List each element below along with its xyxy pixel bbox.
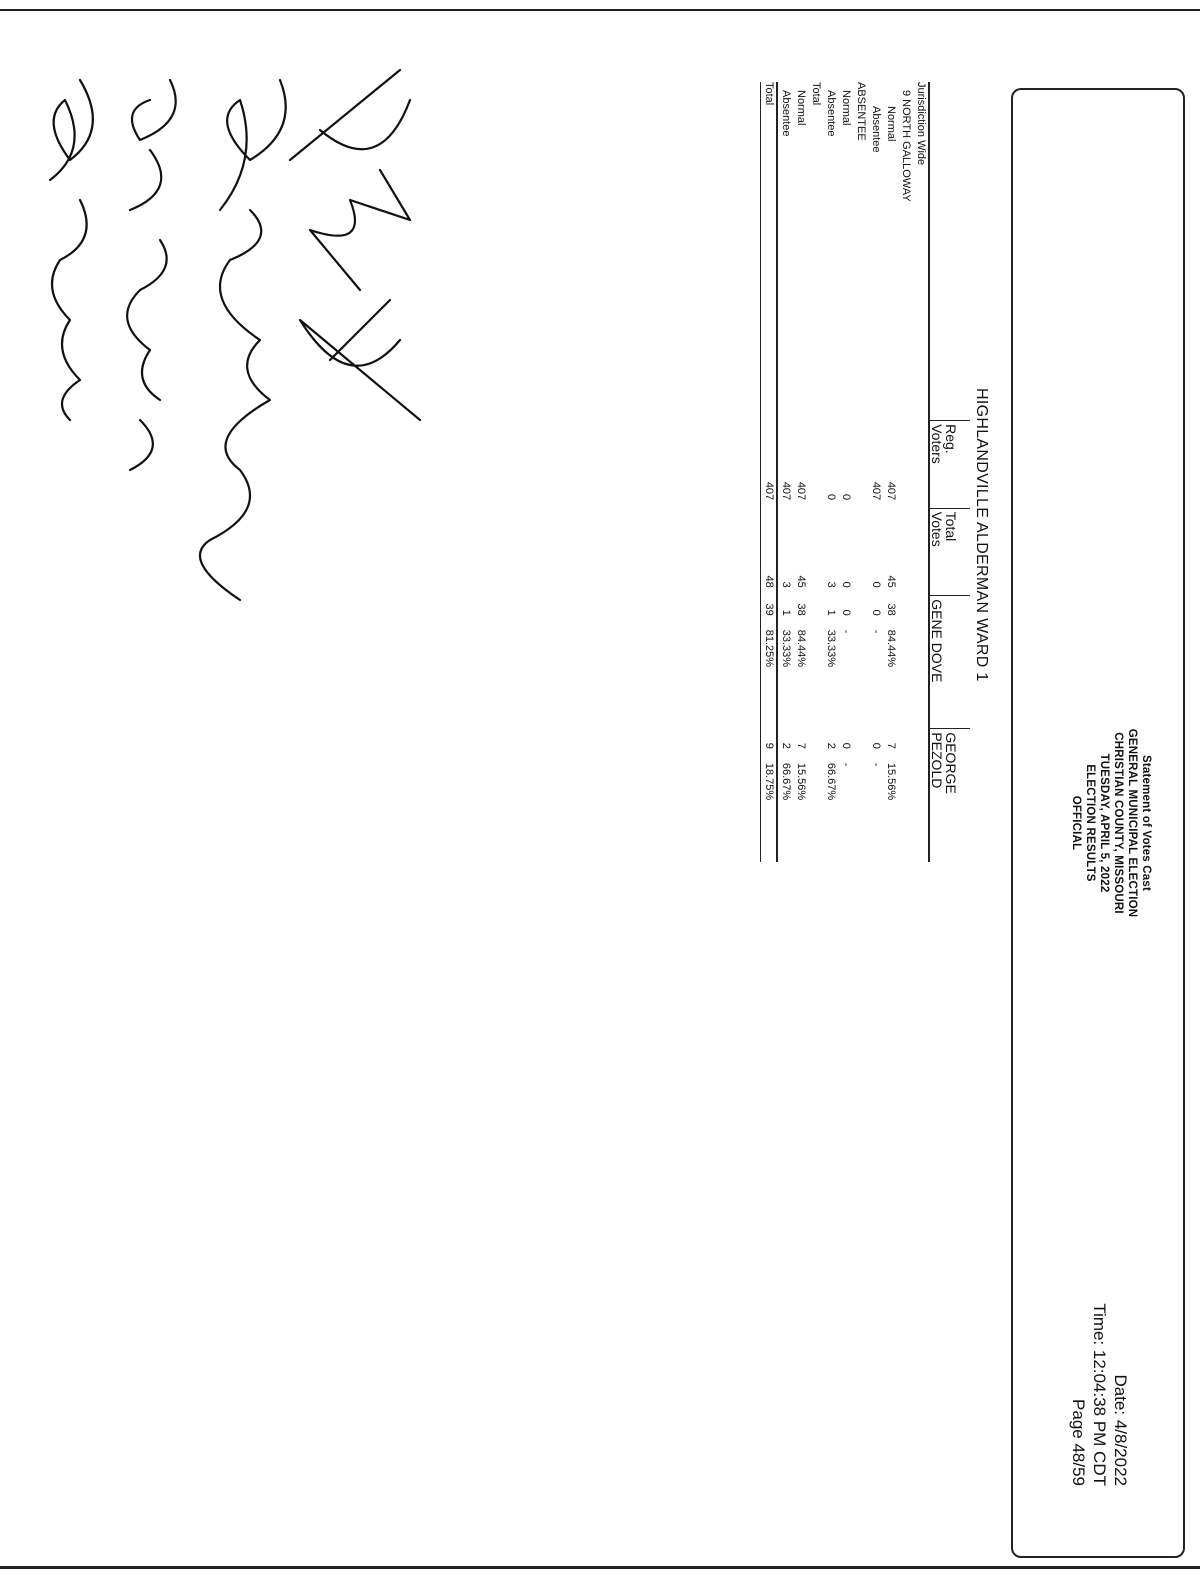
header-total-votes-line1: Total <box>943 511 959 542</box>
signature-2 <box>200 80 286 600</box>
row-c1-pct: 84.44% <box>795 629 807 668</box>
header-line-county: CHRISTIAN COUNTY, MISSOURI <box>1112 732 1124 914</box>
row-label: Absentee <box>780 90 792 137</box>
row-c1-count: 0 <box>870 609 882 616</box>
header-reg-voters-line2: Voters <box>929 424 945 464</box>
row-total-votes: 0 <box>870 581 882 588</box>
row-c2-count: 2 <box>825 742 837 749</box>
signature-3 <box>127 80 176 470</box>
row-c2-pct: 66.67% <box>780 762 792 801</box>
total-c2-pct: 18.75% <box>761 757 778 862</box>
report-date: Date: 4/8/2022 <box>1111 1374 1130 1486</box>
row-c1-count: 38 <box>795 603 807 616</box>
row-total-votes: 3 <box>780 581 792 588</box>
header-reg-voters <box>929 421 970 509</box>
row-c2-pct <box>913 757 929 862</box>
row-reg-voters <box>853 421 868 509</box>
row-c1-pct: 33.33% <box>780 629 792 668</box>
header-candidate-pezold-line1: GEORGE <box>943 732 959 794</box>
report-page: Page 48/59 <box>1069 1399 1088 1486</box>
row-c2-count <box>898 729 913 757</box>
row-reg-voters: 407 <box>870 481 882 501</box>
table-row <box>913 82 929 862</box>
row-c2-count: 7 <box>885 742 897 749</box>
table-row <box>823 82 838 862</box>
row-c2-count <box>913 729 929 757</box>
row-c1-count: 1 <box>825 609 837 616</box>
row-c1-count <box>853 596 868 624</box>
header-line-official: OFFICIAL <box>1070 795 1082 851</box>
row-c1-pct: 84.44% <box>885 629 897 668</box>
row-c1-count <box>808 596 823 624</box>
table-row <box>777 82 793 862</box>
total-c1-count: 39 <box>761 596 778 624</box>
header-line-results: ELECTION RESULTS <box>1084 764 1096 882</box>
row-c1-pct <box>913 624 929 729</box>
row-c2-count: 0 <box>870 742 882 749</box>
row-c1-count: 0 <box>840 609 852 616</box>
header-line-date: TUESDAY, APRIL 5, 2022 <box>1098 753 1110 893</box>
row-c2-count: 7 <box>795 742 807 749</box>
header-candidate-pezold <box>929 729 970 862</box>
table-row-total <box>761 82 778 862</box>
signature-1 <box>290 70 420 420</box>
header-candidate-dove <box>929 596 970 729</box>
header-reg-voters-line1: Reg. <box>943 424 959 454</box>
row-c2-pct: 15.56% <box>885 762 897 801</box>
row-c1-pct: - <box>840 629 852 634</box>
row-c1-pct <box>898 624 913 729</box>
row-c1-pct <box>808 624 823 729</box>
row-c2-pct: - <box>870 762 882 767</box>
table-row <box>793 82 808 862</box>
row-label: ABSENTEE <box>855 82 867 141</box>
total-label: Total <box>761 82 778 421</box>
row-c2-pct: 66.67% <box>825 762 837 801</box>
header-candidate-pezold-line2: PEZOLD <box>929 732 945 789</box>
table-row <box>883 82 898 862</box>
row-c1-pct: 33.33% <box>825 629 837 668</box>
row-label: 9 NORTH GALLOWAY <box>900 90 912 202</box>
row-label: Normal <box>840 90 852 126</box>
row-reg-voters: 407 <box>885 481 897 501</box>
table-header-row <box>929 82 970 862</box>
row-reg-voters <box>913 421 929 509</box>
table-row <box>868 82 883 862</box>
header-line-election: GENERAL MUNICIPAL ELECTION <box>1126 728 1138 918</box>
row-reg-voters <box>808 421 823 509</box>
row-total-votes <box>808 508 823 596</box>
header-total-votes <box>929 508 970 596</box>
contest-title: HIGHLANDVILLE ALDERMAN WARD 1 <box>973 388 990 682</box>
row-total-votes <box>853 508 868 596</box>
row-label: Normal <box>795 90 807 126</box>
table-row <box>898 82 913 862</box>
report-header-box <box>1011 88 1185 1558</box>
table-row <box>808 82 823 862</box>
row-c1-count: 1 <box>780 609 792 616</box>
header-line-statement: Statement of Votes Cast <box>1140 754 1152 892</box>
row-total-votes: 3 <box>825 581 837 588</box>
row-c2-pct: 15.56% <box>795 762 807 801</box>
row-c1-count: 38 <box>885 603 897 616</box>
row-reg-voters <box>898 421 913 509</box>
signature-4 <box>50 80 93 420</box>
row-c2-count <box>853 729 868 757</box>
row-c2-count: 2 <box>780 742 792 749</box>
row-c2-pct <box>853 757 868 862</box>
row-total-votes: 0 <box>840 581 852 588</box>
row-c1-pct: - <box>870 629 882 634</box>
row-total-votes <box>898 508 913 596</box>
row-reg-voters: 0 <box>840 494 852 501</box>
row-label: Normal <box>885 106 897 142</box>
row-c2-count <box>808 729 823 757</box>
row-reg-voters: 0 <box>825 494 837 501</box>
total-c2-count: 9 <box>761 729 778 757</box>
row-total-votes: 45 <box>795 575 807 588</box>
total-votes: 48 <box>761 508 778 596</box>
header-blank <box>929 82 970 421</box>
row-c2-count: 0 <box>840 742 852 749</box>
row-c1-count <box>913 596 929 624</box>
row-reg-voters: 407 <box>795 481 807 501</box>
total-c1-pct: 81.25% <box>761 624 778 729</box>
header-total-votes-line2: Votes <box>929 511 945 547</box>
row-c1-pct <box>853 624 868 729</box>
total-reg: 407 <box>761 421 778 509</box>
row-label: Jurisdiction Wide <box>915 82 927 166</box>
row-total-votes: 45 <box>885 575 897 588</box>
row-c2-pct: - <box>840 762 852 767</box>
results-table <box>760 82 970 862</box>
row-reg-voters: 407 <box>780 481 792 501</box>
header-right-block <box>1068 1303 1131 1486</box>
report-time: Time: 12:04:38 PM CDT <box>1090 1303 1109 1486</box>
row-label: Absentee <box>825 90 837 137</box>
signatures <box>20 40 440 740</box>
row-total-votes <box>913 508 929 596</box>
row-c2-pct <box>808 757 823 862</box>
row-c1-count <box>898 596 913 624</box>
row-label: Total <box>810 82 822 106</box>
header-candidate-dove-label: GENE DOVE <box>929 599 945 683</box>
row-label: Absentee <box>870 106 882 153</box>
table-row <box>838 82 853 862</box>
table-row <box>853 82 868 862</box>
row-c2-pct <box>898 757 913 862</box>
